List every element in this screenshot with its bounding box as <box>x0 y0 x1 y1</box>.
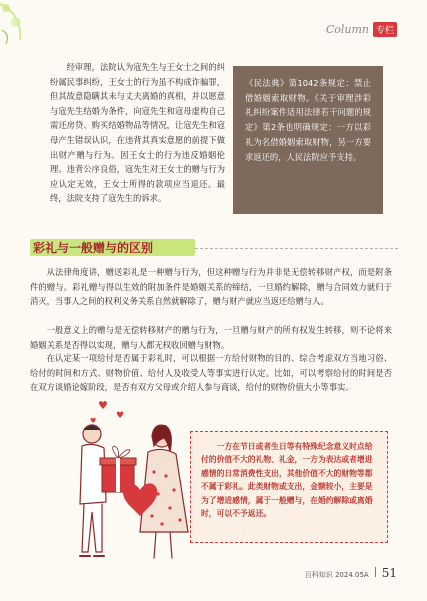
column-header <box>326 22 397 37</box>
column-tag: 专栏 <box>373 22 397 37</box>
note-box <box>190 431 388 543</box>
body-paragraph: 一般意义上的赠与是无偿转移财产的赠与行为，一旦赠与财产的所有权发生转移，则不论将来婚姻关系是否得以实现，赠与人都无权收回赠与财物。 <box>30 325 392 350</box>
intro-paragraph: 经审理，法院认为寇先生与王女士之间的纠纷属民事纠纷，王女士的行为虽不构成诈骗罪，但其故意隐瞒其未与丈夫离婚的真相，并以愿意与寇先生结婚为条件，向寇先生和寇母虚构自己需还房贷、购买结婚物品等情况，让寇先生和寇母产生错误认识，在违背其真实意愿的前提下做出财产赠与行为。因王女士的行为违反婚姻伦理、违背公序良俗，寇先生对王女士的赠与行为应认定无效，王女士所得的款项应当退还。最终，法院支持了寇先生的诉求。 <box>50 62 225 204</box>
magazine-issue: 百科知识 2024.05A <box>304 571 369 579</box>
page-footer <box>305 566 397 580</box>
footer-divider <box>375 567 376 577</box>
page-number: 51 <box>381 566 397 580</box>
section-title: 彩礼与一般赠与的区别 <box>33 241 154 255</box>
heart-icon: ♥ <box>116 411 125 421</box>
heart-icon: ♥ <box>90 417 97 425</box>
section-heading <box>30 235 398 260</box>
gift-couple-illustration <box>70 412 195 572</box>
heading-divider <box>195 248 398 250</box>
note-text: 一方在节日或者生日等有特殊纪念意义时点给付的价值不大的礼物、礼金，一方为表达或者增进感情的日常消费性支出，其他价值不大的财物等都不属于彩礼。此类财物或支出，金额较小，主要是为了增进感情，属于一般赠与，在婚约解除或离婚时，可以不予返还。 <box>201 442 373 519</box>
body-paragraph: 从法律角度讲，赠送彩礼是一种赠与行为，但这种赠与行为并非是无偿转移财产权，而是附条件的赠与。彩礼赠与得以生效的附加条件是婚姻关系的缔结，一旦婚约解除，赠与合同效力就归于消灭，当事人之间的权利义务关系自然就解除了，赠与财产就应当返还给赠与人。 <box>30 267 392 307</box>
column-label-en: Column <box>325 23 369 36</box>
law-quote-text: 《民法典》第1042条规定：禁止借婚姻索取财物。《关于审理涉彩礼纠纷案件适用法律若干问题的规定》第2条也明确规定：一方以彩礼为名借婚姻索取财物，另一方要求返还的，人民法院应予支持。 <box>245 78 371 162</box>
corner-ornament <box>0 0 36 80</box>
heart-icon: ♥ <box>98 399 108 412</box>
body-paragraph: 在认定某一项给付是否属于彩礼时，可以根据一方给付财物的目的、综合考虑双方当地习俗、给付的时间和方式、财物价值、给付人及收受人等事实进行认定。比如，可以考察给付的时间是否在双方谈婚论嫁阶段，是否有双方父母或介绍人参与商谈，给付的财物价值大小等事实。 <box>30 353 392 393</box>
law-quote-box <box>233 66 383 214</box>
